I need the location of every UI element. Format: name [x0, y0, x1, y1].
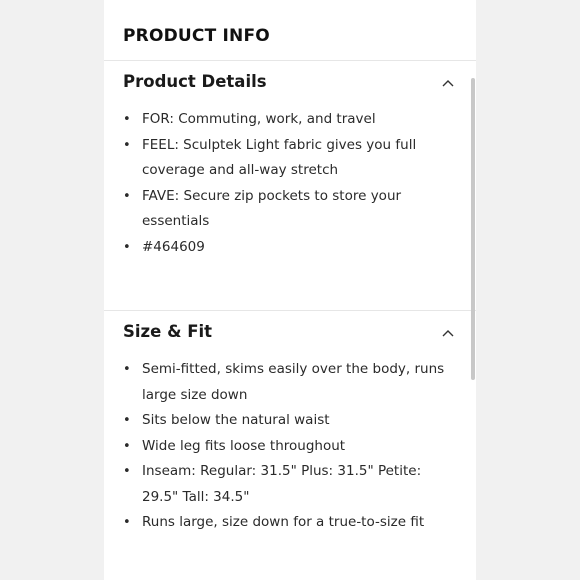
section-product-details — [104, 62, 476, 310]
list-item: • FOR: Commuting, work, and travel — [123, 107, 453, 133]
list-item: • Inseam: Regular: 31.5" Plus: 31.5" Petite: 29.5" Tall: 34.5" — [123, 459, 453, 510]
product-info-panel — [104, 0, 476, 580]
bullet-dot: • — [123, 413, 131, 428]
bullet-dot: • — [123, 438, 131, 454]
section-title: Product Details — [123, 72, 267, 91]
list-item: • Wide leg fits loose throughout — [123, 434, 453, 460]
divider — [104, 60, 476, 61]
list-item: • Semi-fitted, skims easily over the body, runs large size down — [123, 357, 453, 408]
chevron-up-icon[interactable] — [442, 79, 454, 87]
section-header-size-fit[interactable] — [104, 312, 476, 356]
scrollbar-thumb[interactable] — [471, 78, 475, 380]
bullet-dot: • — [123, 239, 131, 255]
list-item: • #464609 — [123, 235, 453, 261]
size-fit-list — [123, 357, 453, 536]
chevron-up-icon[interactable] — [442, 329, 454, 337]
list-item: • FAVE: Secure zip pockets to store your essentials — [123, 184, 453, 235]
page-title: PRODUCT INFO — [123, 26, 270, 46]
list-item: • FEEL: Sculptek Light fabric gives you full coverage and all-way stretch — [123, 133, 453, 184]
product-details-list — [123, 107, 453, 260]
list-item: • Runs large, size down for a true-to-size fit — [123, 510, 453, 536]
bullet-dot: • — [123, 188, 131, 204]
bullet-dot: • — [123, 137, 131, 153]
section-size-fit — [104, 312, 476, 580]
section-title: Size & Fit — [123, 322, 213, 341]
divider — [104, 310, 476, 311]
bullet-dot: • — [123, 112, 131, 127]
bullet-dot: • — [123, 515, 131, 530]
bullet-dot: • — [123, 464, 131, 479]
section-header-product-details[interactable] — [104, 62, 476, 106]
bullet-dot: • — [123, 362, 131, 377]
list-item: • Sits below the natural waist — [123, 408, 453, 434]
